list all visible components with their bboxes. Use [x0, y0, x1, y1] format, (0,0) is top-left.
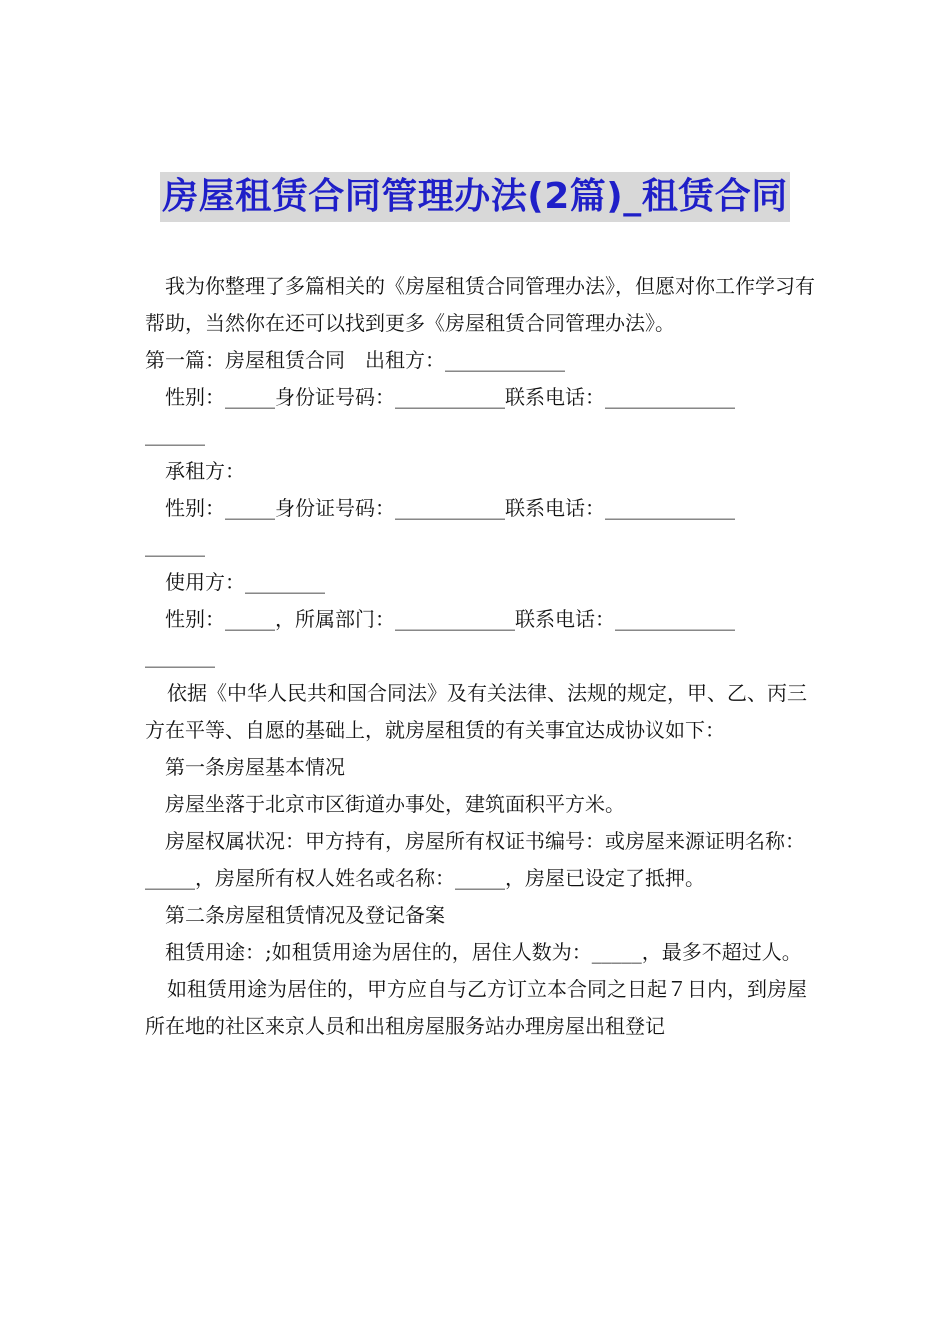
article-two-heading: 第二条房屋租赁情况及登记备案 — [165, 903, 445, 927]
basis-paragraph: 依据《中华人民共和国合同法》及有关法律、法规的规定，甲、乙、丙三方在平等、自愿的基础上，就房屋租赁的有关事宜达成协议如下： — [145, 681, 807, 742]
user-info-continuation: _______ — [145, 644, 215, 668]
document-title-wrap — [0, 172, 950, 222]
article-one-heading: 第一条房屋基本情况 — [165, 755, 345, 779]
intro-paragraph: 我为你整理了多篇相关的《房屋租赁合同管理办法》，但愿对你工作学习有帮助，当然你在还可以找到更多《房屋租赁合同管理办法》。 — [145, 274, 815, 335]
lessor-info-line: 性别：_____身份证号码：___________联系电话：_____________ — [165, 385, 735, 409]
lease-purpose-paragraph: 租赁用途：;如租赁用途为居住的，居住人数为：_____，最多不超过人。 — [165, 940, 802, 964]
registration-paragraph: 如租赁用途为居住的，甲方应自与乙方订立本合同之日起７日内，到房屋所在地的社区来京人员和出租房屋服务站办理房屋出租登记 — [145, 977, 807, 1038]
document-body — [145, 268, 815, 1045]
ownership-paragraph: 房屋权属状况：甲方持有，房屋所有权证书编号：或房屋来源证明名称：_____，房屋所有权人姓名或名称：_____，房屋已设定了抵押。 — [145, 829, 805, 890]
lessee-label: 承租方： — [165, 459, 245, 483]
user-label: 使用方：________ — [165, 570, 325, 594]
house-location-paragraph: 房屋坐落于北京市区街道办事处，建筑面积平方米。 — [165, 792, 625, 816]
lessor-info-continuation: ______ — [145, 422, 205, 446]
lessee-info-line: 性别：_____身份证号码：___________联系电话：_____________ — [165, 496, 735, 520]
document-title: 房屋租赁合同管理办法(2篇)_租赁合同 — [160, 172, 789, 222]
section-heading-first: 第一篇：房屋租赁合同 出租方：____________ — [145, 348, 565, 372]
lessee-info-continuation: ______ — [145, 533, 205, 557]
user-info-line: 性别：_____，所属部门：____________联系电话：____________ — [165, 607, 735, 631]
